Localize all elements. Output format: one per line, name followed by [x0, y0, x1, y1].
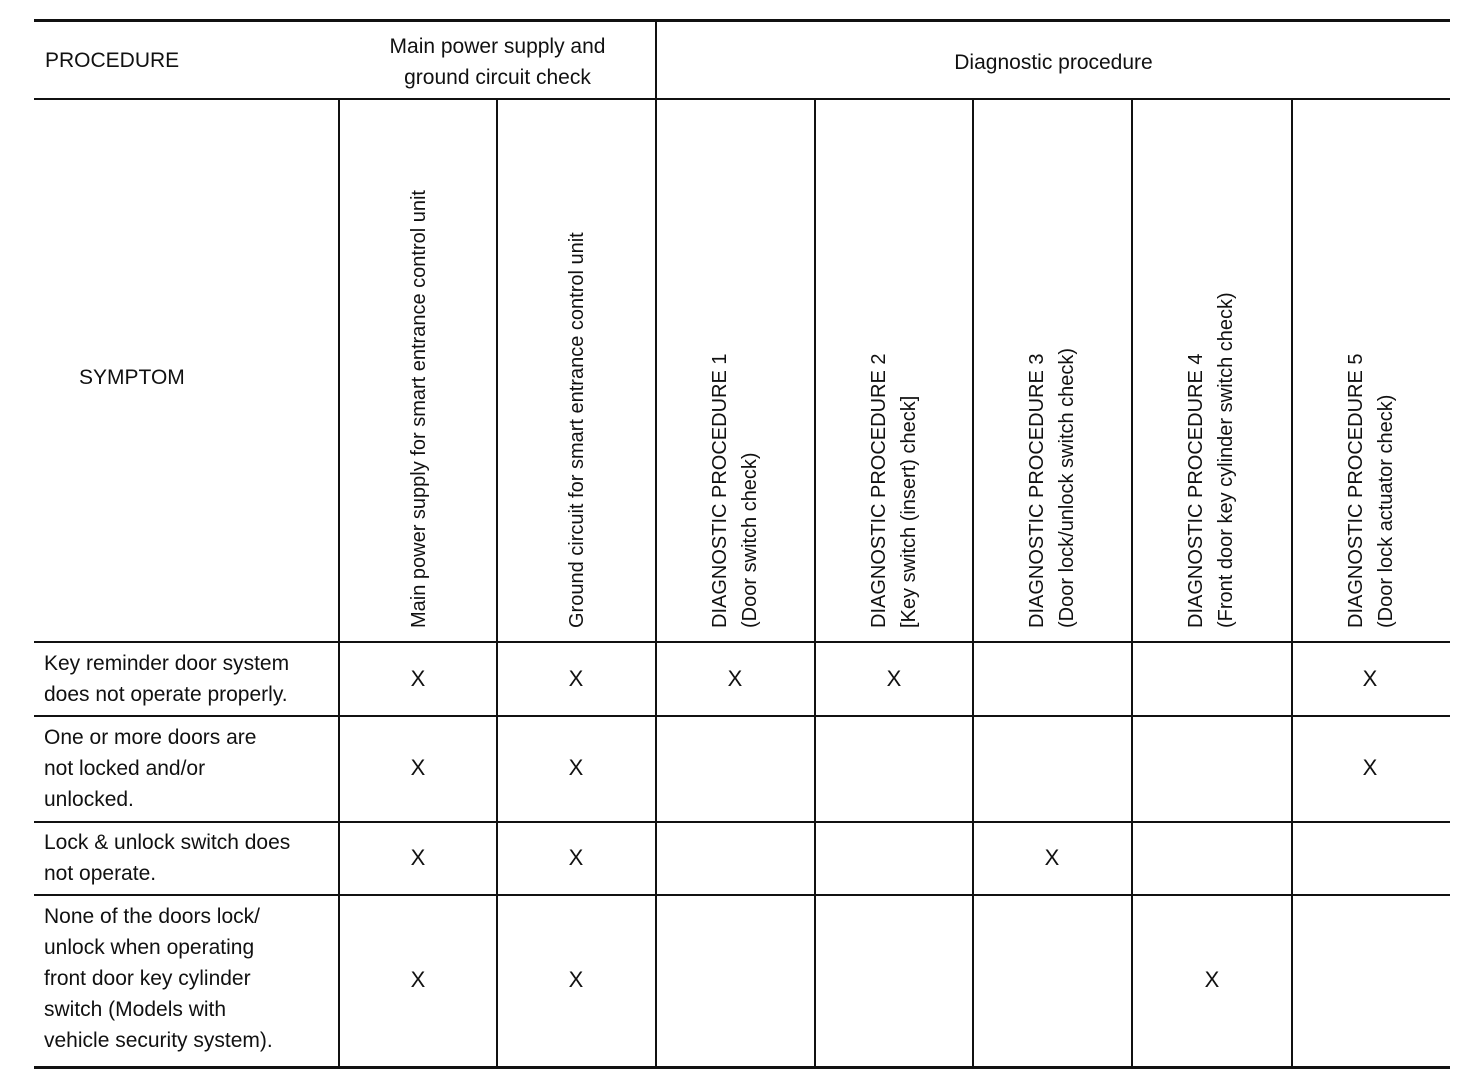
procedure-label: PROCEDURE: [45, 49, 180, 72]
column-header-text: [562, 232, 592, 628]
symptom-line: front door key cylinder: [44, 967, 251, 990]
check-mark: X: [410, 755, 426, 780]
column-divider: [972, 99, 974, 1067]
table-bottom-rule: [34, 1066, 1450, 1069]
column-header-line: (Door lock actuator check): [1375, 394, 1397, 628]
column-header-line: DIAGNOSTIC PROCEDURE 5: [1345, 353, 1367, 628]
check-mark: X: [568, 666, 584, 691]
column-header-text: [705, 354, 765, 628]
table-top-rule: [34, 19, 1450, 22]
header-rule: [34, 98, 1450, 100]
column-header-line: DIAGNOSTIC PROCEDURE 1: [709, 353, 731, 628]
check-mark: X: [1204, 967, 1220, 992]
group-header-diagnostic: Diagnostic procedure: [954, 51, 1153, 74]
check-mark: X: [410, 967, 426, 992]
symptom-line: vehicle security system).: [44, 1029, 273, 1052]
column-divider: [814, 99, 816, 1067]
column-header-text: [1341, 354, 1401, 628]
column-header-line: Ground circuit for smart entrance control unit: [566, 232, 588, 628]
column-divider: [1131, 99, 1133, 1067]
symptom-line: Key reminder door system: [44, 652, 290, 675]
column-header-text: [404, 190, 434, 628]
check-mark: X: [568, 755, 584, 780]
column-divider: [496, 99, 498, 1067]
check-mark: X: [886, 666, 902, 691]
symptom-cell: [44, 901, 273, 1056]
check-mark: X: [568, 967, 584, 992]
column-header-line: [Key switch (insert) check]: [898, 395, 920, 628]
column-header-line: DIAGNOSTIC PROCEDURE 4: [1185, 353, 1207, 628]
symptom-cell: [44, 648, 289, 710]
row-rule-2: [34, 821, 1450, 823]
check-mark: X: [410, 666, 426, 691]
check-mark: X: [410, 845, 426, 870]
row-rule-3: [34, 894, 1450, 896]
symptom-line: None of the doors lock/: [44, 905, 260, 928]
check-mark: X: [1362, 755, 1378, 780]
check-mark: X: [1044, 845, 1060, 870]
check-mark: X: [727, 666, 743, 691]
column-header-line: (Door switch check): [739, 452, 761, 628]
symptom-cell: [44, 827, 290, 889]
group-header-main-power: [340, 31, 655, 93]
column-header-line: (Front door key cylinder switch check): [1215, 292, 1237, 628]
symptom-line: unlock when operating: [44, 936, 255, 959]
group-header-line: ground circuit check: [404, 66, 591, 89]
symptom-line: does not operate properly.: [44, 683, 288, 706]
symptom-line: Lock & unlock switch does: [44, 831, 291, 854]
column-header-rule: [34, 641, 1450, 643]
symptom-line: One or more doors are: [44, 726, 257, 749]
group-header-line: Main power supply and: [389, 35, 606, 58]
column-header-line: DIAGNOSTIC PROCEDURE 2: [868, 353, 890, 628]
symptom-cell: [44, 722, 256, 815]
row-rule-1: [34, 715, 1450, 717]
group-divider: [655, 20, 657, 1067]
column-header-text: [1181, 292, 1241, 628]
column-divider: [338, 99, 340, 1067]
symptom-line: unlocked.: [44, 788, 134, 811]
column-header-line: Main power supply for smart entrance control unit: [408, 190, 430, 628]
symptom-label: SYMPTOM: [79, 366, 185, 389]
symptom-line: not locked and/or: [44, 757, 206, 780]
column-header-line: (Door lock/unlock switch check): [1056, 347, 1078, 628]
column-header-text: [864, 354, 924, 628]
check-mark: X: [568, 845, 584, 870]
check-mark: X: [1362, 666, 1378, 691]
column-header-text: [1022, 348, 1082, 628]
symptom-line: not operate.: [44, 862, 157, 885]
column-divider: [1291, 99, 1293, 1067]
column-header-line: DIAGNOSTIC PROCEDURE 3: [1026, 353, 1048, 628]
symptom-line: switch (Models with: [44, 998, 227, 1021]
